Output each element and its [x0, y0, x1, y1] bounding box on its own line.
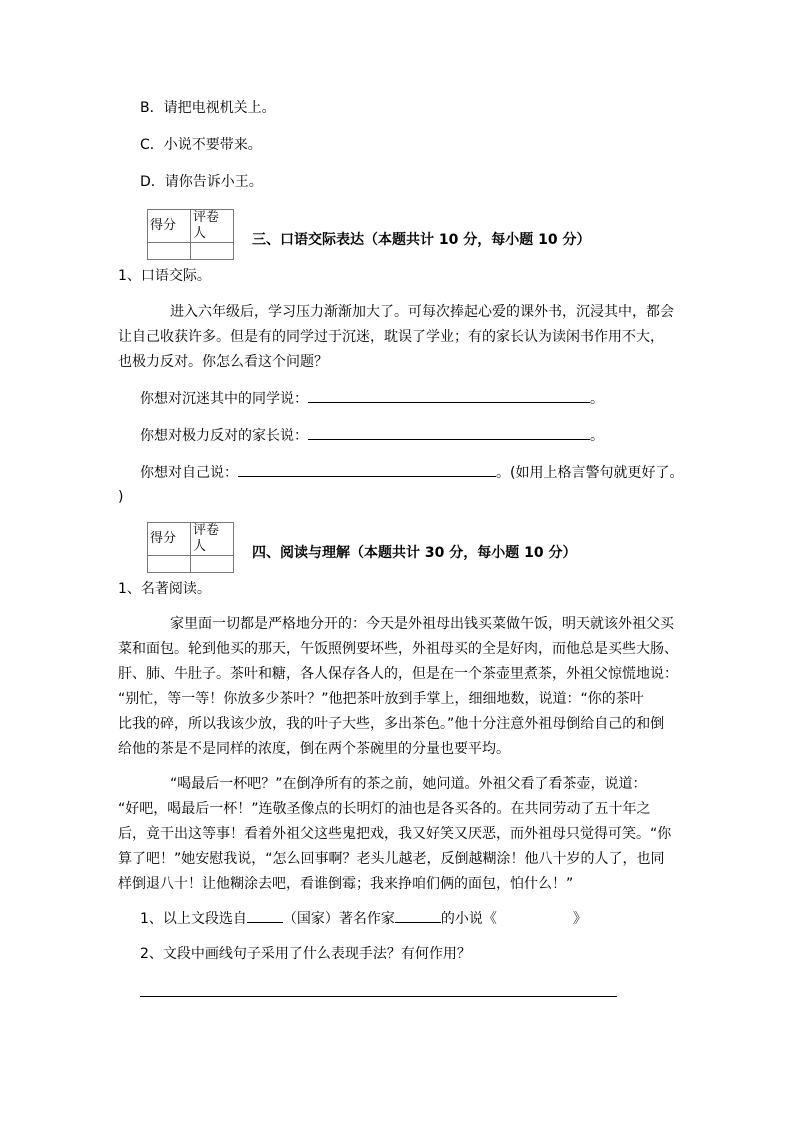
prompt-end: 。: [590, 391, 604, 407]
sub1-text-d: 》: [572, 911, 587, 927]
answer-line[interactable]: [140, 996, 617, 997]
prompt-close: ): [118, 489, 124, 505]
score-cell: [148, 243, 191, 260]
sub1-text-b: （国家）著名作家: [282, 911, 395, 927]
answer-blank[interactable]: [238, 462, 496, 477]
paragraph-line: 算了吧！”她安慰我说，“怎么回事啊？老头儿越老，反倒越糊涂！他八十岁的人了，也同: [118, 851, 665, 867]
grader-cell: [191, 243, 234, 260]
answer-blank[interactable]: [308, 425, 590, 440]
sub-question-2: 2、文段中画线句子采用了什么表现手法？有何作用？: [140, 946, 471, 962]
question-label: 1、口语交际。: [118, 268, 211, 284]
grader-label: 评卷人: [191, 523, 234, 556]
grader-cell: [191, 556, 234, 573]
paragraph-line: 也极力反对。你怎么看这个问题？: [118, 354, 328, 370]
paragraph-line: 后，竟干出这等事！看着外祖父这些鬼把戏，我又好笑又厌恶，而外祖母只觉得可笑。“你: [118, 826, 672, 842]
grader-label: 评卷人: [191, 210, 234, 243]
paragraph-line: 家里面一切都是严格地分开的：今天是外祖母出钱买菜做午饭，明天就该外祖父买: [170, 616, 674, 632]
answer-prompt-classmates: [140, 388, 604, 409]
paragraph-line: 进入六年级后，学习压力渐渐加大了。可每次捧起心爱的课外书，沉浸其中，都会: [170, 304, 674, 320]
score-cell: [148, 556, 191, 573]
sub-question-1: [140, 908, 587, 929]
section-3-title: 三、口语交际表达（本题共计 10 分，每小题 10 分）: [252, 232, 591, 248]
score-box: [147, 522, 234, 573]
prompt-text: 你想对沉迷其中的同学说：: [140, 391, 308, 407]
country-blank[interactable]: [247, 908, 283, 923]
prompt-text: 你想对自己说：: [140, 465, 238, 481]
sub1-text-c: 的小说《: [440, 911, 497, 927]
paragraph-line: 给他的茶是不是同样的浓度，倒在两个茶碗里的分量也要平均。: [118, 741, 510, 757]
paragraph-line: 比我的碎，所以我该少放，我的叶子大些，多出茶色。”他十分注意外祖母倒给自己的和倒: [118, 716, 665, 732]
question-label: 1、名著阅读。: [118, 581, 211, 597]
prompt-note: 。(如用上格言警句就更好了。: [496, 465, 684, 481]
answer-blank[interactable]: [308, 388, 590, 403]
paragraph-line: “别忙，等一等！你放多少茶叶？”他把茶叶放到手掌上，细细地数，说道：“你的茶叶: [118, 691, 644, 707]
option-d: D．请你告诉小王。: [140, 174, 263, 190]
score-box: [147, 209, 234, 260]
section-4-title: 四、阅读与理解（本题共计 30 分，每小题 10 分）: [252, 545, 577, 561]
score-label: 得分: [148, 210, 191, 243]
paragraph-line: 让自己收获许多。但是有的同学过于沉迷，耽误了学业；有的家长认为读闲书作用不大，: [118, 329, 664, 345]
option-c: C．小说不要带来。: [140, 137, 262, 153]
paragraph-line: 肝、肺、牛肚子。茶叶和糖，各人保存各人的，但是在一个茶壶里煮茶，外祖父惊慌地说：: [118, 666, 678, 682]
prompt-text: 你想对极力反对的家长说：: [140, 428, 308, 444]
prompt-end: 。: [590, 428, 604, 444]
paragraph-line: 菜和面包。轮到他买的那天，午饭照例要坏些，外祖母买的全是好肉，而他总是买些大肠、: [118, 641, 678, 657]
paragraph-line: “好吧，喝最后一杯！”连敬圣像点的长明灯的油也是各买各的。在共同劳动了五十年之: [118, 801, 651, 817]
option-b: B．请把电视机关上。: [140, 100, 276, 116]
author-blank[interactable]: [395, 908, 441, 923]
answer-prompt-self: [140, 462, 683, 483]
score-label: 得分: [148, 523, 191, 556]
sub1-text-a: 1、以上文段选自: [140, 911, 247, 927]
answer-prompt-parents: [140, 425, 604, 446]
paragraph-line: 样倒退八十！让他糊涂去吧，看谁倒霉；我来挣咱们俩的面包，怕什么！”: [118, 876, 574, 892]
paragraph-line: “喝最后一杯吧？”在倒净所有的茶之前，她问道。外祖父看了看茶壶，说道：: [170, 776, 647, 792]
